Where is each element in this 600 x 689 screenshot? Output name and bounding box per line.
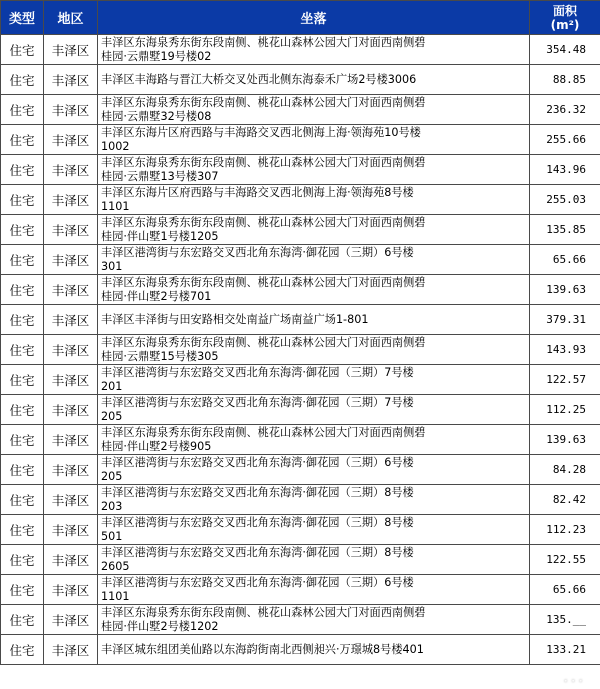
- cell-region: 丰泽区: [44, 485, 98, 515]
- table-row: [1, 185, 600, 215]
- location-line-2: 桂园·伴山墅2号楼701: [101, 289, 212, 303]
- location-line-2: 501: [101, 529, 123, 543]
- location-line-2: 桂园·伴山墅2号楼905: [101, 439, 212, 453]
- table-row: [1, 485, 600, 515]
- cell-region: 丰泽区: [44, 305, 98, 335]
- location-line-2: 1002: [101, 139, 130, 153]
- header-area: [530, 1, 600, 35]
- table-row: [1, 605, 600, 635]
- cell-region: 丰泽区: [44, 35, 98, 65]
- cell-type: 住宅: [1, 365, 44, 395]
- cell-area: 82.42: [530, 485, 600, 515]
- cell-location: [98, 185, 530, 215]
- location-line-1: 丰泽区丰海路与晋江大桥交叉处西北侧东海泰禾广场2号楼3006: [101, 72, 417, 86]
- cell-area: 122.55: [530, 545, 600, 575]
- cell-type: 住宅: [1, 425, 44, 455]
- cell-type: 住宅: [1, 455, 44, 485]
- header-region: 地区: [44, 1, 98, 35]
- cell-region: 丰泽区: [44, 515, 98, 545]
- cell-location: [98, 65, 530, 95]
- watermark: ．．．: [564, 671, 592, 684]
- cell-location: [98, 395, 530, 425]
- table-row: [1, 95, 600, 125]
- cell-type: 住宅: [1, 65, 44, 95]
- cell-area: 88.85: [530, 65, 600, 95]
- location-line-2: 203: [101, 499, 123, 513]
- cell-type: 住宅: [1, 185, 44, 215]
- cell-location: [98, 575, 530, 605]
- cell-area: 143.93: [530, 335, 600, 365]
- location-line-2: 2605: [101, 559, 130, 573]
- cell-area: 135.__: [530, 605, 600, 635]
- location-line-2: 桂园·伴山墅1号楼1205: [101, 229, 219, 243]
- cell-location: [98, 455, 530, 485]
- location-line-2: 桂园·云鼎墅19号楼02: [101, 49, 212, 63]
- cell-area: 65.66: [530, 575, 600, 605]
- location-line-1: 丰泽区港湾街与东宏路交叉西北角东海湾·御花园（三期）6号楼: [101, 245, 414, 259]
- location-line-2: 1101: [101, 589, 130, 603]
- location-line-1: 丰泽区东海泉秀东街东段南侧、桃花山森林公园大门对面西南侧碧: [101, 425, 426, 439]
- location-line-1: 丰泽区港湾街与东宏路交叉西北角东海湾·御花园（三期）7号楼: [101, 395, 414, 409]
- cell-region: 丰泽区: [44, 275, 98, 305]
- cell-location: [98, 155, 530, 185]
- header-area-unit: (m²): [550, 17, 580, 32]
- cell-type: 住宅: [1, 395, 44, 425]
- cell-area: 84.28: [530, 455, 600, 485]
- cell-location: [98, 635, 530, 665]
- location-line-2: 桂园·云鼎墅15号楼305: [101, 349, 219, 363]
- location-line-1: 丰泽区东海片区府西路与丰海路交叉西北侧海上海·领海苑10号楼: [101, 125, 421, 139]
- cell-type: 住宅: [1, 485, 44, 515]
- cell-location: [98, 125, 530, 155]
- location-line-1: 丰泽区港湾街与东宏路交叉西北角东海湾·御花园（三期）6号楼: [101, 575, 414, 589]
- location-line-1: 丰泽区东海泉秀东街东段南侧、桃花山森林公园大门对面西南侧碧: [101, 155, 426, 169]
- header-row: [1, 1, 600, 35]
- cell-area: 139.63: [530, 275, 600, 305]
- location-line-1: 丰泽区港湾街与东宏路交叉西北角东海湾·御花园（三期）7号楼: [101, 365, 414, 379]
- table-row: [1, 125, 600, 155]
- cell-location: [98, 275, 530, 305]
- header-location: 坐落: [98, 1, 530, 35]
- header-type: 类型: [1, 1, 44, 35]
- cell-type: 住宅: [1, 215, 44, 245]
- cell-type: 住宅: [1, 635, 44, 665]
- cell-region: 丰泽区: [44, 575, 98, 605]
- cell-region: 丰泽区: [44, 125, 98, 155]
- cell-area: 135.85: [530, 215, 600, 245]
- location-line-1: 丰泽区东海泉秀东街东段南侧、桃花山森林公园大门对面西南侧碧: [101, 275, 426, 289]
- location-line-1: 丰泽区东海泉秀东街东段南侧、桃花山森林公园大门对面西南侧碧: [101, 95, 426, 109]
- cell-region: 丰泽区: [44, 605, 98, 635]
- cell-type: 住宅: [1, 95, 44, 125]
- location-line-1: 丰泽区东海泉秀东街东段南侧、桃花山森林公园大门对面西南侧碧: [101, 215, 426, 229]
- table-row: [1, 425, 600, 455]
- cell-location: [98, 485, 530, 515]
- location-line-1: 丰泽区港湾街与东宏路交叉西北角东海湾·御花园（三期）6号楼: [101, 455, 414, 469]
- table-row: [1, 245, 600, 275]
- table-row: [1, 635, 600, 665]
- cell-type: 住宅: [1, 605, 44, 635]
- cell-region: 丰泽区: [44, 155, 98, 185]
- cell-area: 133.21: [530, 635, 600, 665]
- cell-type: 住宅: [1, 35, 44, 65]
- cell-region: 丰泽区: [44, 455, 98, 485]
- cell-location: [98, 35, 530, 65]
- cell-type: 住宅: [1, 515, 44, 545]
- cell-location: [98, 95, 530, 125]
- cell-type: 住宅: [1, 155, 44, 185]
- cell-region: 丰泽区: [44, 335, 98, 365]
- table-row: [1, 515, 600, 545]
- cell-region: 丰泽区: [44, 65, 98, 95]
- cell-area: 255.66: [530, 125, 600, 155]
- header-area-label: 面积: [552, 3, 577, 18]
- table-row: [1, 365, 600, 395]
- cell-type: 住宅: [1, 575, 44, 605]
- location-line-2: 205: [101, 469, 123, 483]
- table-row: [1, 35, 600, 65]
- location-line-2: 205: [101, 409, 123, 423]
- cell-area: 236.32: [530, 95, 600, 125]
- cell-region: 丰泽区: [44, 245, 98, 275]
- location-line-1: 丰泽区港湾街与东宏路交叉西北角东海湾·御花园（三期）8号楼: [101, 545, 414, 559]
- cell-area: 112.25: [530, 395, 600, 425]
- table-row: [1, 155, 600, 185]
- cell-region: 丰泽区: [44, 95, 98, 125]
- cell-type: 住宅: [1, 305, 44, 335]
- location-line-2: 桂园·云鼎墅32号楼08: [101, 109, 212, 123]
- table-row: [1, 455, 600, 485]
- cell-area: 139.63: [530, 425, 600, 455]
- cell-type: 住宅: [1, 275, 44, 305]
- cell-region: 丰泽区: [44, 185, 98, 215]
- cell-type: 住宅: [1, 245, 44, 275]
- cell-location: [98, 425, 530, 455]
- cell-location: [98, 215, 530, 245]
- location-line-2: 1101: [101, 199, 130, 213]
- cell-region: 丰泽区: [44, 425, 98, 455]
- cell-area: 65.66: [530, 245, 600, 275]
- cell-region: 丰泽区: [44, 635, 98, 665]
- cell-region: 丰泽区: [44, 545, 98, 575]
- cell-location: [98, 515, 530, 545]
- location-line-2: 301: [101, 259, 123, 273]
- cell-area: 379.31: [530, 305, 600, 335]
- location-line-2: 201: [101, 379, 123, 393]
- cell-location: [98, 605, 530, 635]
- table-row: [1, 65, 600, 95]
- cell-area: 122.57: [530, 365, 600, 395]
- cell-area: 112.23: [530, 515, 600, 545]
- cell-region: 丰泽区: [44, 215, 98, 245]
- cell-location: [98, 365, 530, 395]
- location-line-1: 丰泽区城东组团美仙路以东海韵街南北西侧昶兴·万璟城8号楼401: [101, 642, 424, 656]
- location-line-1: 丰泽区东海泉秀东街东段南侧、桃花山森林公园大门对面西南侧碧: [101, 335, 426, 349]
- table-row: [1, 545, 600, 575]
- cell-location: [98, 245, 530, 275]
- table-row: [1, 305, 600, 335]
- location-line-1: 丰泽区东海泉秀东街东段南侧、桃花山森林公园大门对面西南侧碧: [101, 35, 426, 49]
- cell-area: 255.03: [530, 185, 600, 215]
- table-row: [1, 335, 600, 365]
- location-line-1: 丰泽区丰泽街与田安路相交处南益广场南益广场1-801: [101, 312, 369, 326]
- cell-location: [98, 545, 530, 575]
- cell-type: 住宅: [1, 125, 44, 155]
- cell-location: [98, 335, 530, 365]
- location-line-1: 丰泽区东海泉秀东街东段南侧、桃花山森林公园大门对面西南侧碧: [101, 605, 426, 619]
- cell-type: 住宅: [1, 545, 44, 575]
- table-row: [1, 395, 600, 425]
- cell-location: [98, 305, 530, 335]
- location-line-1: 丰泽区港湾街与东宏路交叉西北角东海湾·御花园（三期）8号楼: [101, 485, 414, 499]
- location-line-1: 丰泽区港湾街与东宏路交叉西北角东海湾·御花园（三期）8号楼: [101, 515, 414, 529]
- cell-region: 丰泽区: [44, 365, 98, 395]
- location-line-2: 桂园·云鼎墅13号楼307: [101, 169, 219, 183]
- table-row: [1, 275, 600, 305]
- location-line-1: 丰泽区东海片区府西路与丰海路交叉西北侧海上海·领海苑8号楼: [101, 185, 414, 199]
- table-row: [1, 575, 600, 605]
- location-line-2: 桂园·伴山墅2号楼1202: [101, 619, 219, 633]
- cell-type: 住宅: [1, 335, 44, 365]
- table-row: [1, 215, 600, 245]
- cell-region: 丰泽区: [44, 395, 98, 425]
- cell-area: 354.48: [530, 35, 600, 65]
- cell-area: 143.96: [530, 155, 600, 185]
